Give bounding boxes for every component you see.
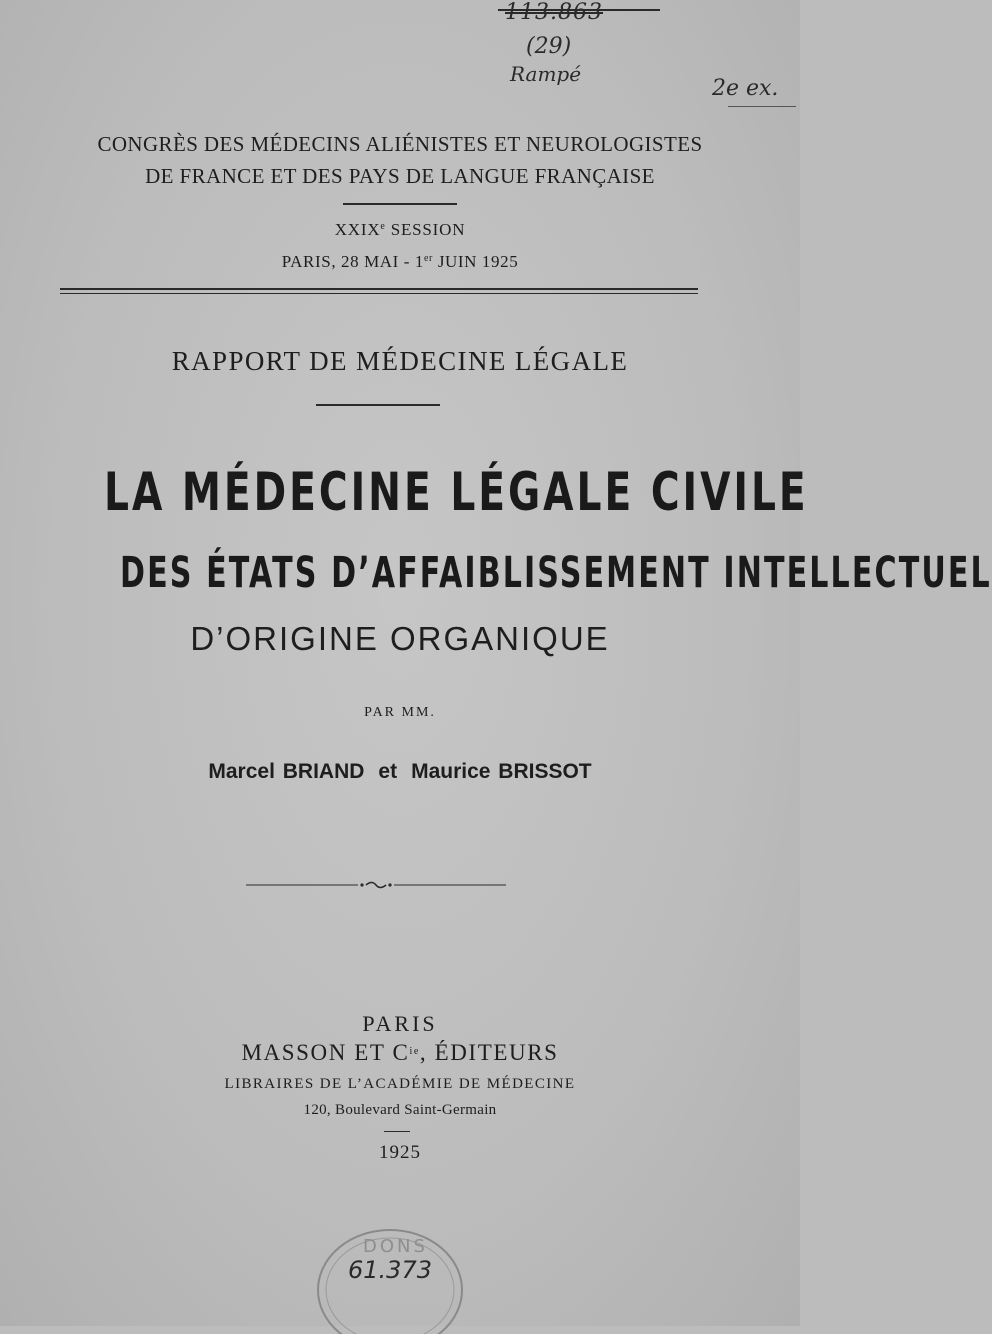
stamp-number: 61.373 [348, 1256, 432, 1284]
header-rule [343, 203, 457, 205]
author-conjunction: et [378, 760, 398, 783]
double-rule-top [60, 288, 698, 290]
handwritten-edition: 2e ex. [712, 76, 779, 101]
byline-par: PAR MM. [364, 705, 436, 720]
publisher-name-start: MASSON ET C [241, 1040, 410, 1065]
session-label: SESSION [390, 220, 466, 239]
session-dates [0, 252, 800, 272]
session-number: XXIX [334, 220, 381, 239]
publisher-name [0, 1040, 800, 1066]
title-line-1: LA MÉDECINE LÉGALE CIVILE [104, 462, 809, 523]
ornament-rule [246, 878, 506, 892]
dates-sup: er [423, 253, 433, 264]
publisher-name-end: , ÉDITEURS [419, 1040, 559, 1065]
congress-line-1: CONGRÈS DES MÉDECINS ALIÉNISTES ET NEUROLOGISTES [97, 132, 703, 156]
edition-underline [728, 106, 796, 107]
handwritten-name: Rampé [510, 62, 582, 86]
author-1: Marcel BRIAND [208, 760, 365, 783]
publisher-address: 120, Boulevard Saint-Germain [303, 1102, 497, 1118]
title-line-3: D’ORIGINE ORGANIQUE [190, 620, 610, 657]
title-line-2: DES ÉTATS D’AFFAIBLISSEMENT INTELLECTUEL [120, 548, 992, 598]
report-heading: RAPPORT DE MÉDECINE LÉGALE [171, 346, 629, 376]
handwritten-paren-number: (29) [526, 34, 572, 59]
congress-line-2: DE FRANCE ET DES PAYS DE LANGUE FRANÇAISE [145, 164, 655, 188]
session-line [0, 220, 800, 240]
session-number-sup: e [380, 221, 386, 232]
dates-start: PARIS, 28 MAI - 1 [281, 252, 424, 271]
year-rule [384, 1131, 410, 1132]
stamp-arc-text: DONS [363, 1236, 428, 1257]
publisher-name-sup: ie [409, 1046, 420, 1057]
author-2: Maurice BRISSOT [411, 760, 592, 783]
handwritten-struck-number: 113.863 [505, 0, 603, 25]
authors-line [0, 760, 800, 784]
double-rule-bottom [60, 293, 698, 294]
publisher-city: PARIS [362, 1011, 438, 1036]
dates-end: JUIN 1925 [437, 252, 519, 271]
publication-year: 1925 [379, 1142, 421, 1163]
report-rule [316, 404, 440, 406]
publisher-libraires: LIBRAIRES DE L’ACADÉMIE DE MÉDECINE [224, 1076, 576, 1092]
